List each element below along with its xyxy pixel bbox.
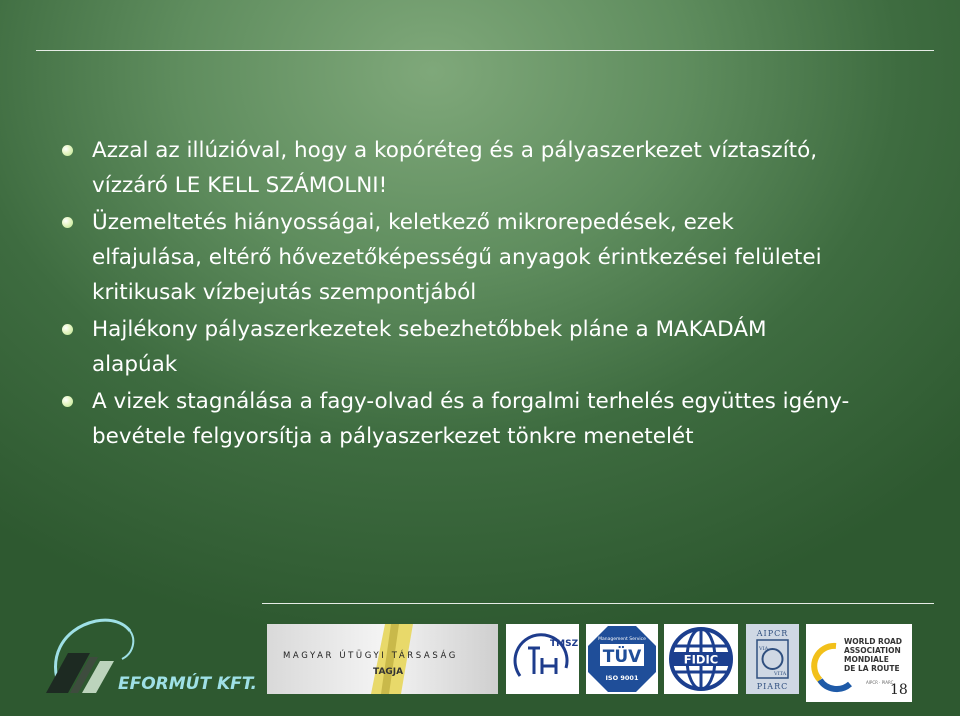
bullet-text-line: kritikusak vízbejutás szempontjából xyxy=(92,280,477,305)
bullet-text-line: alapúak xyxy=(92,352,178,377)
bullet-text-line: bevétele felgyorsítja a pályaszerkezet tönkre menetelét xyxy=(92,424,694,449)
maut-logo-title: MAGYAR ÚTÜGYI TÁRSASÁG xyxy=(283,651,458,661)
bullet-text-line: elfajulása, eltérő hővezetőképességű anyagok érintkezései felületei xyxy=(92,245,822,270)
bottom-divider xyxy=(262,603,934,604)
bullet-text-line: vízzáró LE KELL SZÁMOLNI! xyxy=(92,173,388,198)
world-road-line: ASSOCIATION xyxy=(844,646,901,655)
world-road-line: WORLD ROAD xyxy=(844,637,903,646)
bullet-dot-icon xyxy=(62,217,73,228)
tuv-logo-top: Management Service xyxy=(598,637,646,642)
bullet-item xyxy=(62,133,912,203)
aipcr-logo-vita: VITA xyxy=(774,671,787,677)
bullet-text-line: A vizek stagnálása a fagy-olvad és a forgalmi terhelés együttes igény- xyxy=(92,389,850,414)
bullet-text-line: Azzal az illúzióval, hogy a kopóréteg és a pályaszerkezet víztaszító, xyxy=(92,138,818,163)
reformut-logo xyxy=(38,613,258,695)
maut-logo xyxy=(267,624,498,694)
bullet-text-line: Hajlékony pályaszerkezetek sebezhetőbbek pláne a MAKADÁM xyxy=(92,317,767,342)
bullet-list xyxy=(62,133,912,456)
reformut-logo-text: EFORMÚT KFT. xyxy=(118,674,257,694)
tmsz-logo xyxy=(506,624,579,694)
bullet-dot-icon xyxy=(62,145,73,156)
tuv-logo-sub: ISO 9001 xyxy=(605,674,639,682)
top-divider xyxy=(36,50,934,51)
tuv-logo xyxy=(586,624,658,694)
tuv-logo-text: TÜV xyxy=(602,647,642,667)
aipcr-logo xyxy=(746,624,799,694)
bullet-dot-icon xyxy=(62,324,73,335)
aipcr-logo-via: VIA xyxy=(759,646,769,652)
world-road-small: AIPCR · PIARC xyxy=(866,680,894,685)
aipcr-logo-bottom: PIARC xyxy=(756,682,789,691)
bullet-dot-icon xyxy=(62,396,73,407)
fidic-logo-text: FIDIC xyxy=(683,652,719,667)
tmsz-logo-text: TMSZ xyxy=(550,639,579,649)
fidic-logo xyxy=(664,624,738,694)
bullet-item xyxy=(62,205,912,310)
aipcr-logo-top: AIPCR xyxy=(756,629,789,638)
world-road-line: DE LA ROUTE xyxy=(844,664,900,673)
world-road-line: MONDIALE xyxy=(844,655,889,664)
bullet-item xyxy=(62,384,912,454)
maut-logo-sub: TAGJA xyxy=(373,667,404,677)
bullet-text-line: Üzemeltetés hiányosságai, keletkező mikrorepedések, ezek xyxy=(92,210,734,235)
bullet-item xyxy=(62,312,912,382)
page-number: 18 xyxy=(890,682,908,698)
